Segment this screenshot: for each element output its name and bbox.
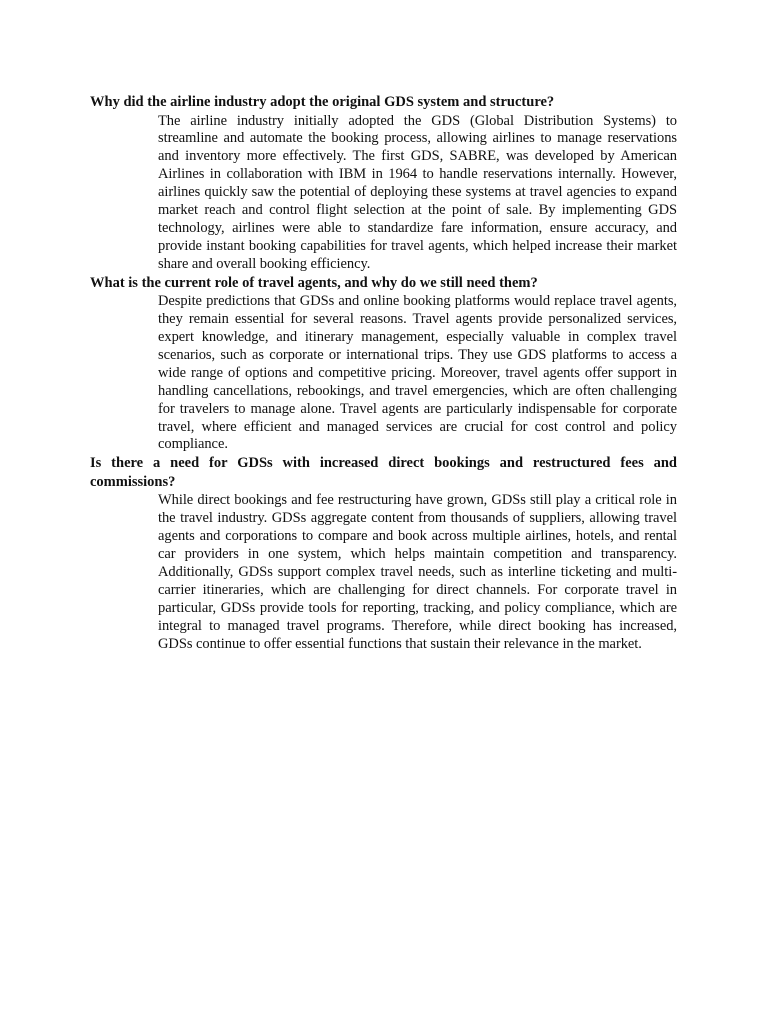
qa-section-travel-agents-role (90, 274, 677, 455)
qa-section-gds-adoption (90, 93, 677, 274)
document-page (90, 93, 677, 653)
qa-section-gds-need (90, 454, 677, 653)
question-heading: What is the current role of travel agents, and why do we still need them? (90, 274, 538, 291)
answer-paragraph: While direct bookings and fee restructuring have grown, GDSs still play a critical role in the travel industry. GDSs aggregate content from thousands of suppliers, allowing travel agents and corporations to compare and book across multiple airlines, hotels, and rental car providers in one system, which helps maintain competition and transparency. Additionally, GDSs support complex travel needs, such as interline ticketing and multi-carrier itineraries, which are challenging for direct channels. For corporate travel in particular, GDSs provide tools for reporting, tracking, and policy compliance, which are integral to managed travel programs. Therefore, while direct booking has increased, GDSs continue to offer essential functions that sustain their relevance in the market. (158, 492, 677, 652)
question-heading: Is there a need for GDSs with increased direct bookings and restructured fees and commissions? (90, 455, 677, 490)
question-heading: Why did the airline industry adopt the original GDS system and structure? (90, 94, 555, 110)
answer-paragraph: Despite predictions that GDSs and online booking platforms would replace travel agents, they remain essential for several reasons. Travel agents provide personalized services, expert knowledge, and itinerary management, especially valuable in complex travel scenarios, such as corporate or international trips. They use GDS platforms to access a wide range of options and competitive pricing. Moreover, travel agents offer support in handling cancellations, rebookings, and travel emergencies, which are often challenging for travelers to manage alone. Travel agents are particularly indispensable for corporate travel, where efficient and managed services are crucial for cost control and policy compliance. (158, 293, 677, 453)
answer-paragraph: The airline industry initially adopted the GDS (Global Distribution Systems) to streamline and automate the booking process, allowing airlines to manage reservations and inventory more effectively. The first GDS, SABRE, was developed by American Airlines in collaboration with IBM in 1964 to handle reservations internally. However, airlines quickly saw the potential of deploying these systems at travel agencies to expand market reach and control flight selection at the point of sale. By implementing GDS technology, airlines were able to standardize fare information, ensure accuracy, and provide instant booking capabilities for travel agents, which helped increase their market share and overall booking efficiency. (158, 112, 677, 272)
